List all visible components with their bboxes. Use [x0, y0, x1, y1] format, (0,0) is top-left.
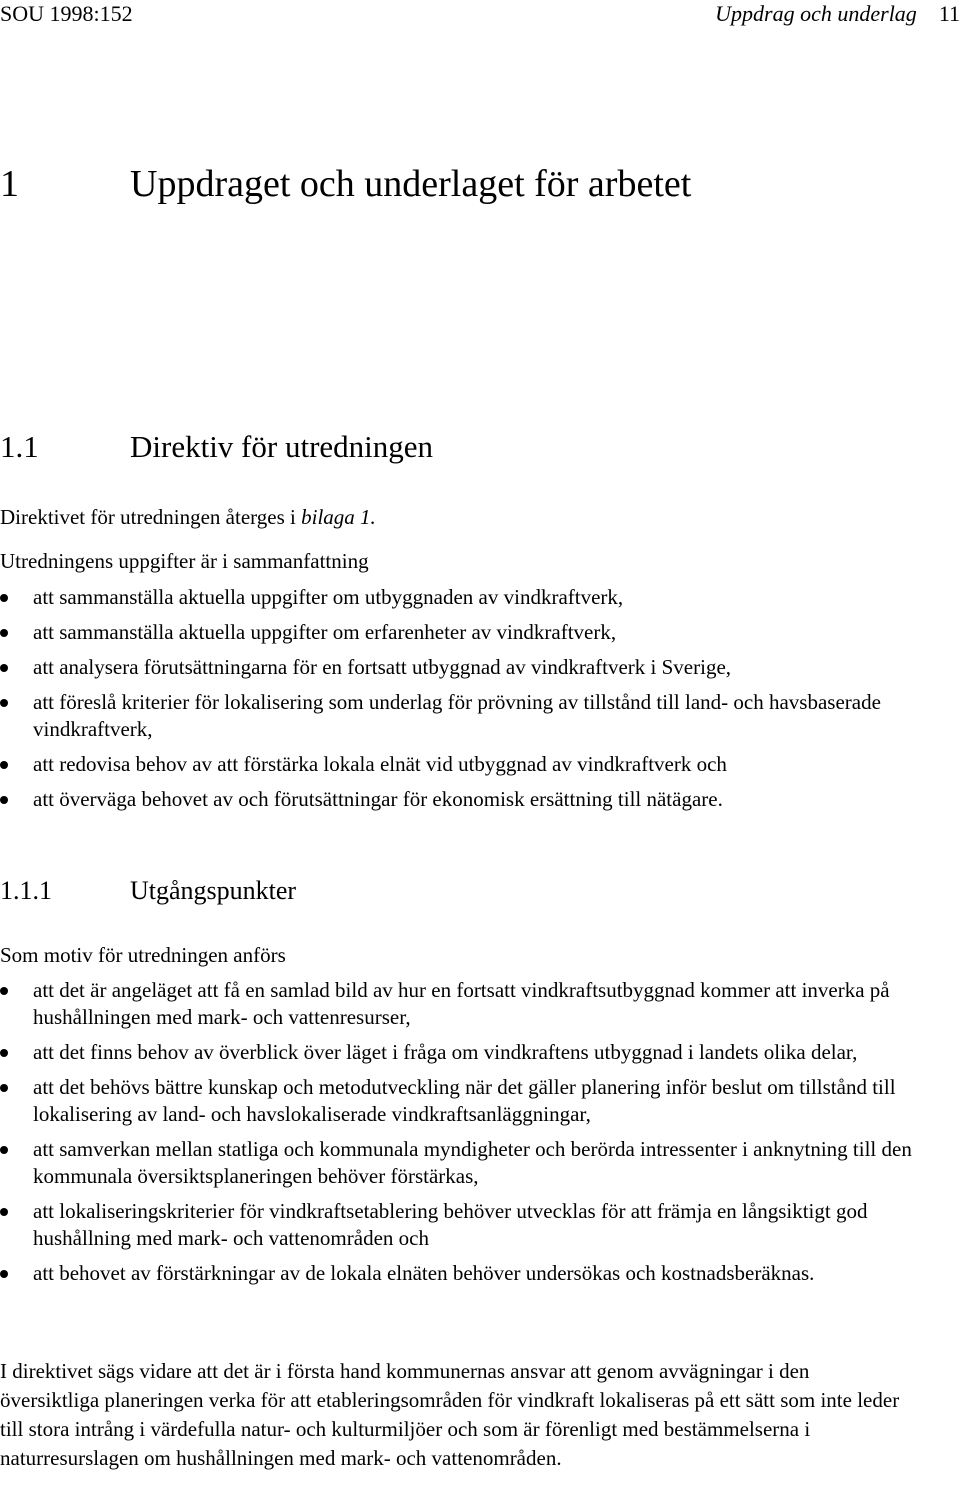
list-item-text: att sammanställa aktuella uppgifter om erfarenheter av vindkraftverk, — [33, 620, 617, 644]
section-title: Direktiv för utredningen — [130, 429, 434, 464]
list-item — [0, 689, 930, 743]
motive-list — [0, 977, 930, 1287]
list-item — [0, 751, 930, 778]
list-item-text: att sammanställa aktuella uppgifter om utbyggnaden av vindkraftverk, — [33, 585, 624, 609]
bullet-icon — [0, 1146, 8, 1154]
section-heading — [0, 427, 960, 467]
bullet-icon — [0, 796, 8, 804]
chapter-number: 1 — [0, 163, 19, 205]
intro-paragraph — [0, 502, 940, 533]
list-item-text: att analysera förutsättningarna för en fortsatt utbyggnad av vindkraftverk i Sverige, — [33, 655, 732, 679]
bullet-icon — [0, 664, 8, 672]
list-item-text: att det är angeläget att få en samlad bild av hur en fortsatt vindkraftsutbyggnad kommer att inverka på hushållningen med mark- och vattenresurser, — [33, 978, 890, 1029]
subsection-heading — [0, 873, 960, 909]
list-item-text: att föreslå kriterier för lokalisering som underlag för prövning av tillstånd till land- och havsbaserade vindkraftverk, — [33, 690, 881, 741]
list-item — [0, 1198, 930, 1252]
page-number: 11 — [938, 1, 960, 26]
running-section-title: Uppdrag och underlag — [715, 1, 917, 26]
section-number: 1.1 — [0, 429, 39, 464]
appendix-reference: bilaga 1. — [301, 505, 376, 529]
list-item-text: att överväga behovet av och förutsättningar för ekonomisk ersättning till nätägare. — [33, 787, 723, 811]
list-item-text: att det behövs bättre kunskap och metodutveckling när det gäller planering inför beslut om tillstånd till lokalisering av land- och havslokaliserade vindkraftsanläggningar, — [33, 1075, 896, 1126]
bullet-icon — [0, 594, 8, 602]
bullet-icon — [0, 1084, 8, 1092]
list-item — [0, 1074, 930, 1128]
list-item-text: att behovet av förstärkningar av de lokala elnäten behöver undersökas och kostnadsberäknas. — [33, 1261, 815, 1285]
bullet-icon — [0, 629, 8, 637]
summary-lead: Utredningens uppgifter är i sammanfattning — [0, 549, 369, 573]
bullet-icon — [0, 1208, 8, 1216]
list-item — [0, 977, 930, 1031]
list-item-text: att lokaliseringskriterier för vindkraftsetablering behöver utvecklas för att främja en långsiktigt god hushållning med mark- och vattenområden och — [33, 1199, 868, 1250]
bullet-icon — [0, 1049, 8, 1057]
subsection-title: Utgångspunkter — [130, 876, 297, 905]
list-item — [0, 584, 930, 611]
bullet-icon — [0, 761, 8, 769]
list-item-text: att det finns behov av överblick över läget i fråga om vindkraftens utbyggnad i landets olika delar, — [33, 1040, 858, 1064]
subsection-number: 1.1.1 — [0, 876, 52, 905]
list-item-text: att samverkan mellan statliga och kommunala myndigheter och berörda intressenter i anknytning till den kommunala översiktsplaneringen behöver förstärkas, — [33, 1137, 912, 1188]
list-item — [0, 1039, 930, 1066]
bullet-icon — [0, 1270, 8, 1278]
running-header — [0, 0, 960, 30]
intro-text: Direktivet för utredningen återges i — [0, 505, 302, 529]
task-list — [0, 584, 930, 813]
list-item-text: att redovisa behov av att förstärka lokala elnät vid utbyggnad av vindkraftverk och — [33, 752, 727, 776]
list-item — [0, 1260, 930, 1287]
list-item — [0, 654, 930, 681]
chapter-title: Uppdraget och underlaget för arbetet — [130, 163, 692, 205]
list-item — [0, 1136, 930, 1190]
list-item — [0, 786, 930, 813]
list-item — [0, 619, 930, 646]
bullet-icon — [0, 699, 8, 707]
closing-paragraph: I direktivet sägs vidare att det är i första hand kommunernas ansvar att genom avvägningar i den översiktliga planeringen verka för att etableringsområden för vindkraft lokaliseras på ett sätt som inte leder till stora intrång i värdefulla natur- och kulturmiljöer och som är förenligt med bestämmelserna i naturresurslagen om hushållningen med mark- och vattenområden. — [0, 1359, 900, 1470]
running-header-right — [715, 0, 960, 28]
chapter-heading — [0, 160, 960, 208]
bullet-icon — [0, 987, 8, 995]
report-number: SOU 1998:152 — [0, 1, 133, 26]
motive-lead: Som motiv för utredningen anförs — [0, 943, 286, 967]
